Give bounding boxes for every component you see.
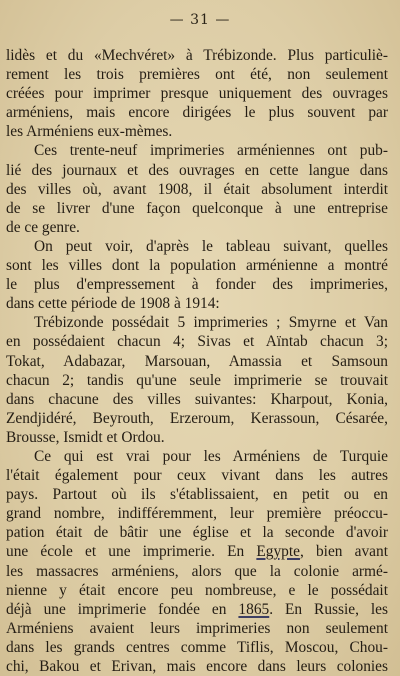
text-line: déjà une imprimerie fondée en 1865. En Russie, les [6, 600, 388, 618]
text-line: de ce genre. [6, 218, 80, 236]
text-line: Ce qui est vrai pour les Arméniens de Turquie [34, 447, 388, 465]
text-line: de se livrer d'une façon quelconque à une entreprise [6, 199, 388, 217]
text-line: lié des journaux et des ouvrages en cette langue dans [6, 161, 388, 179]
body-text [6, 46, 388, 676]
text-line: lidès et du «Mechvéret» à Trébizonde. Plus particuliè- [6, 47, 388, 64]
page-number: — 31 — [169, 12, 231, 28]
text-line: dans chacune des villes suivantes: Kharpout, Konia, [6, 390, 388, 408]
text-line: une école et une imprimerie. En Egypte, bien avant [6, 543, 388, 561]
text-line: Brousse, Ismidt et Ordou. [6, 428, 165, 446]
text-line: nienne y était encore peu nombreuse, e le possédait [6, 581, 388, 599]
text-line: les Arméniens eux-mèmes. [6, 123, 173, 141]
text-line: pation était de bâtir une église et la seconde d'avoir [6, 524, 388, 542]
text-line: le plus d'empressement à fonder des imprimeries, [6, 276, 388, 294]
text-line: créées pour imprimer presque uniquement des ouvrages [6, 85, 388, 103]
pen-underline-mark: Egypte [256, 543, 300, 561]
text-line: pays. Partout où ils s'établissaient, en petit ou en [6, 486, 388, 504]
text-line: Trébizonde possédait 5 imprimeries ; Smyrne et Van [34, 314, 388, 332]
text-line: Zendjidéré, Beyrouth, Erzeroum, Kerassoun, Césarée, [6, 409, 388, 427]
text-line: Ces trente-neuf imprimeries arméniennes ont pub- [34, 142, 388, 160]
text-line: l'était également pour ceux vivant dans les autres [6, 467, 388, 485]
text-line: chacun 2; tandis qu'une seule imprimerie se trouvait [6, 371, 388, 389]
text-line: Arméniens avaient leurs imprimeries non seulement [6, 619, 388, 637]
text-line: rement les trois premières ont été, non seulement [6, 66, 388, 84]
text-line: arméniens, mais encore dirigées le plus souvent par [6, 104, 388, 122]
text-line: en possédaient chacun 4; Sivas et Aïntab chacun 3; [6, 333, 388, 351]
text-line: On peut voir, d'après le tableau suivant, quelles [34, 237, 388, 255]
text-line: sont les villes dont la population arménienne a montré [6, 257, 388, 275]
text-line: des villes où, avant 1908, il était absolument interdit [6, 180, 388, 198]
text-line: chi, Bakou et Erivan, mais encore dans leurs colonies [6, 658, 388, 675]
pen-underline-mark: 1865 [238, 600, 270, 618]
text-line: grand nombre, indifféremment, leur première préoccu- [6, 505, 388, 523]
text-line: Tokat, Adabazar, Marsouan, Amassia et Samsoun [6, 352, 388, 370]
text-line: les massacres arméniens, alors que la colonie armé- [6, 562, 388, 580]
text-line: dans les grands centres comme Tiflis, Moscou, Chou- [6, 638, 388, 656]
text-line: dans cette période de 1908 à 1914: [6, 295, 220, 313]
